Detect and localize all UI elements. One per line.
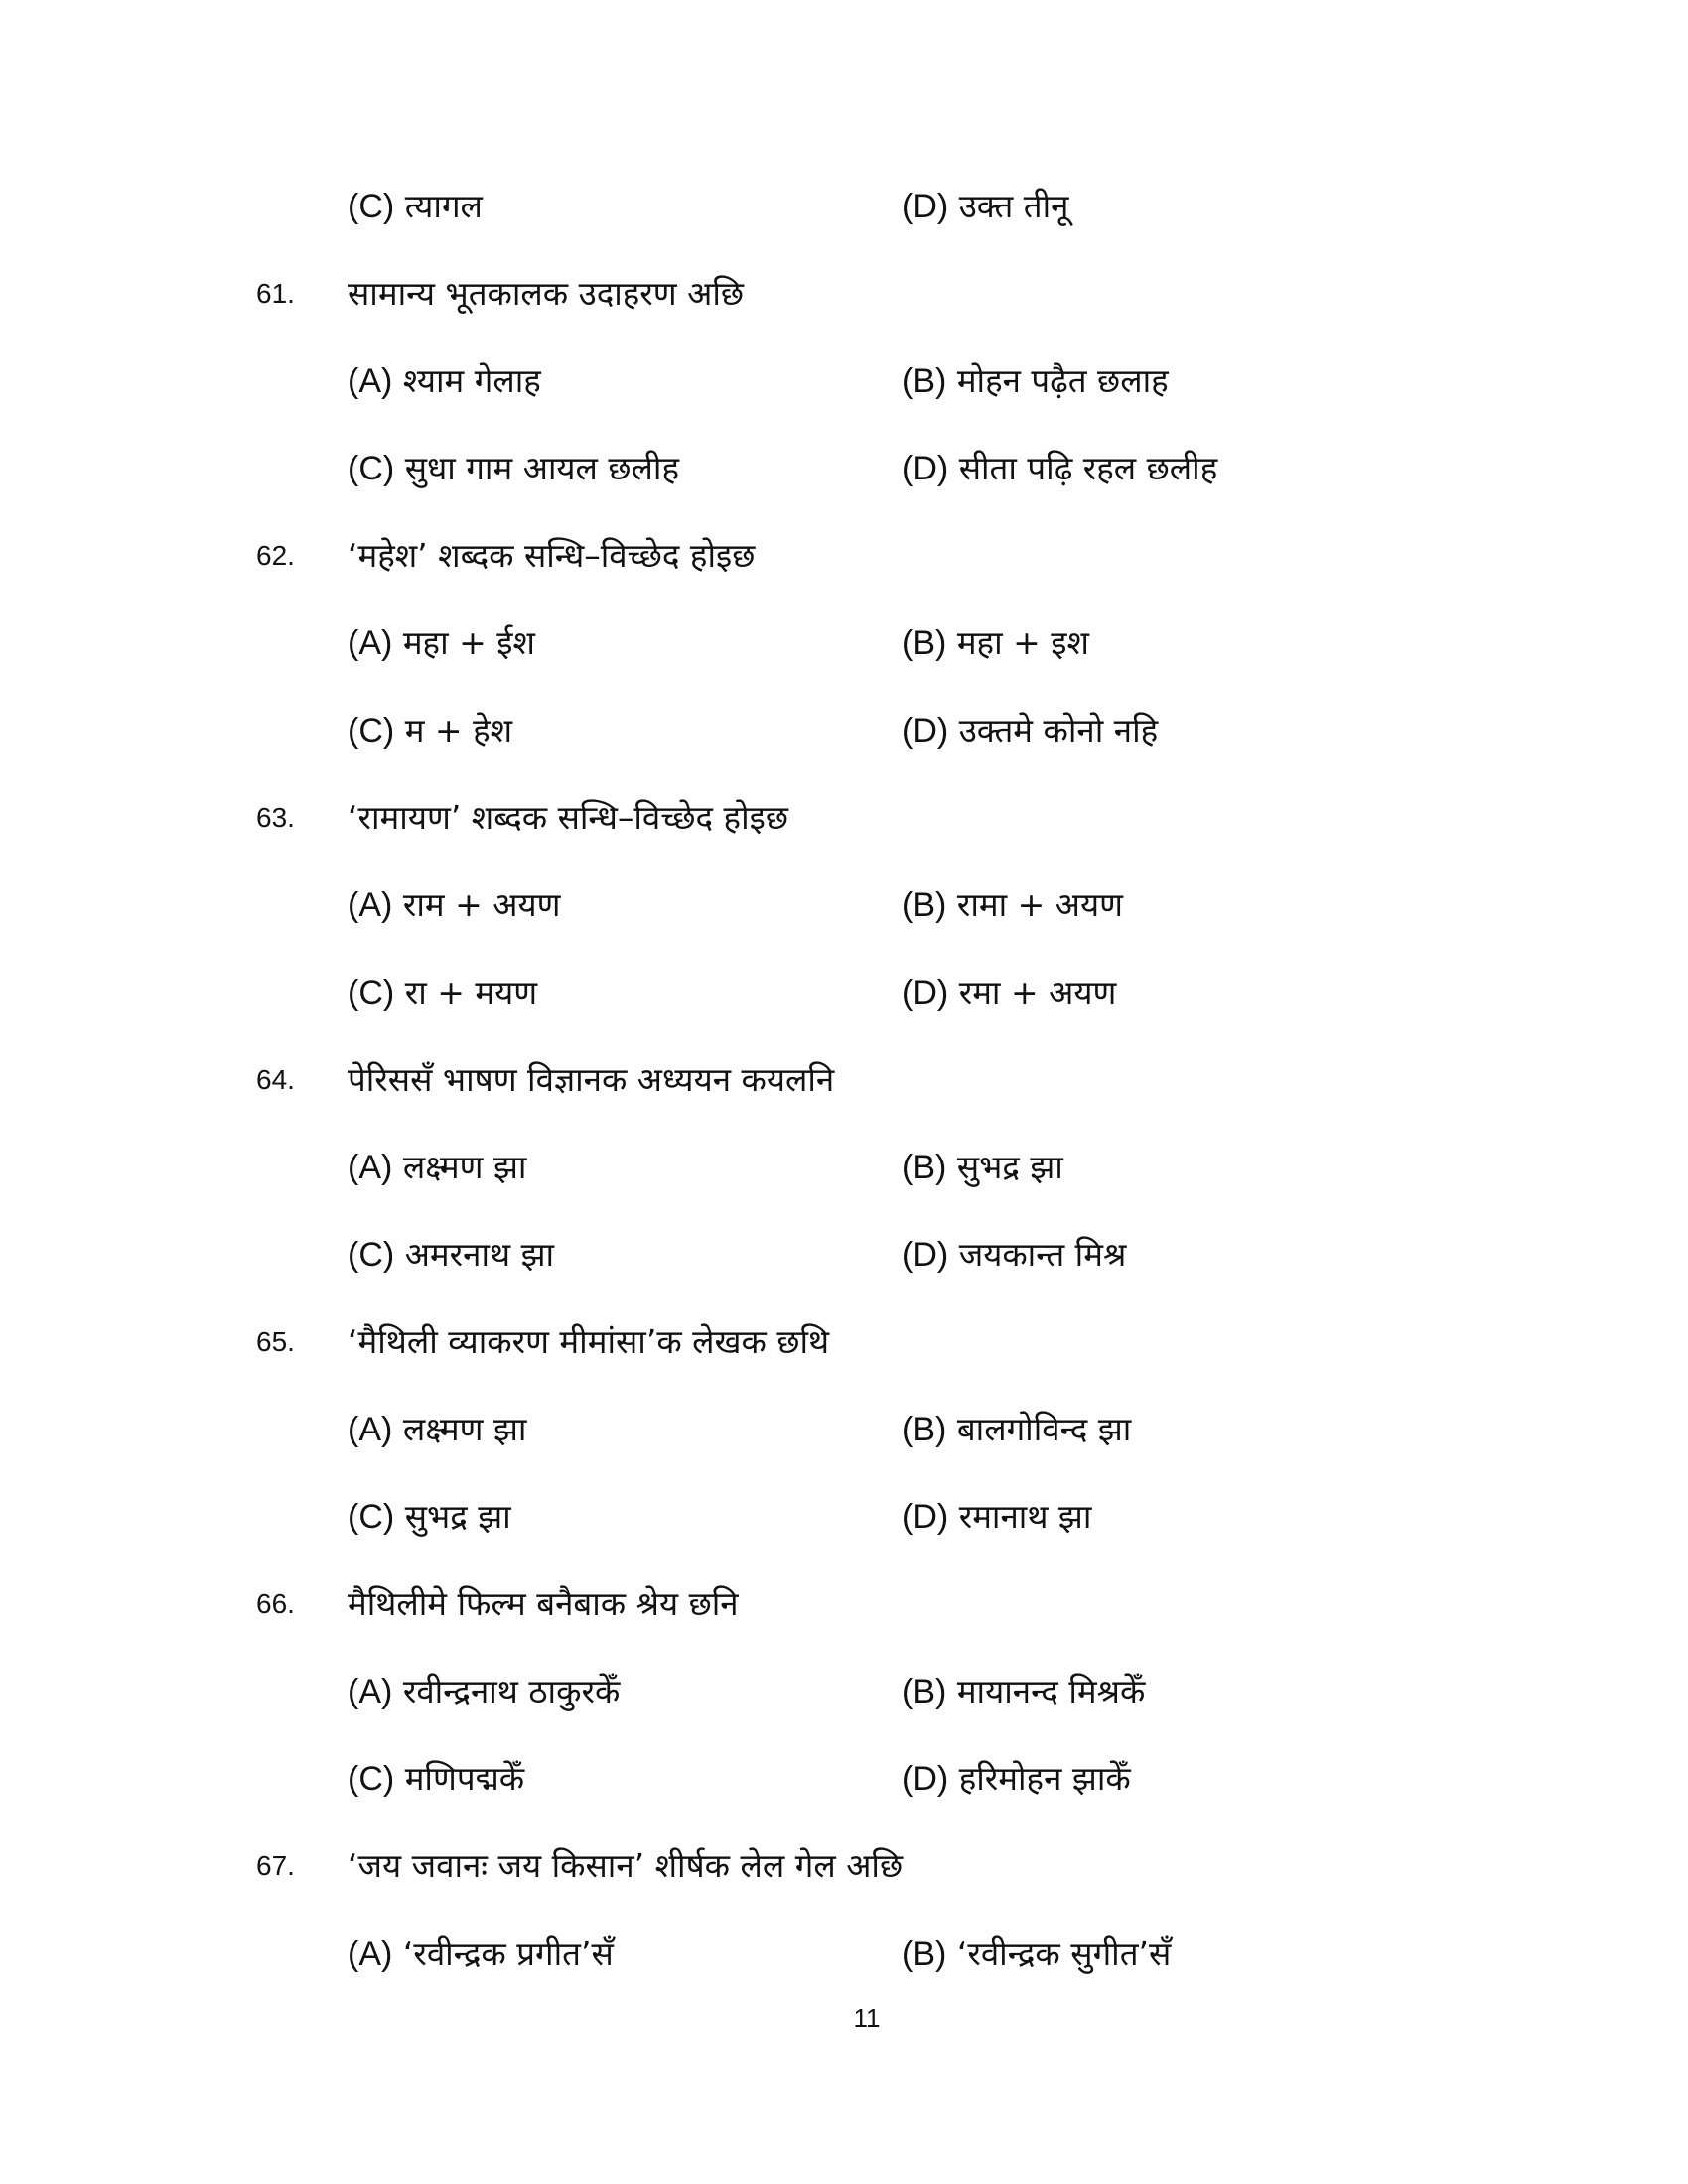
option-a: (A) रवीन्द्रनाथ ठाकुरकेँ [348,1672,621,1710]
option-c: (C) म + हेश [348,711,513,750]
question-61-options-row-2 [0,439,1688,498]
option-b: (B) महा + इश [902,623,1089,662]
question-64-options-row-1 [0,1138,1688,1197]
option-c: (C) सुभद्र झा [348,1497,511,1536]
option-c: (C) रा + मयण [348,973,538,1012]
question-66-options-row-2 [0,1749,1688,1809]
option-b: (B) मायानन्द मिश्रकेँ [902,1672,1146,1710]
question-number: 67. [256,1850,295,1881]
question-64 [0,1050,1688,1110]
option-a: (A) लक्ष्मण झा [348,1148,527,1186]
option-a: (A) ‘रवीन्द्रक प्रगीत’सँ [348,1934,614,1973]
question-63-options-row-1 [0,876,1688,935]
question-61-options-row-1 [0,351,1688,411]
question-text: सामान्य भूतकालक उदाहरण अछि [348,274,745,313]
prev-question-options-row [0,177,1688,236]
question-65 [0,1312,1688,1372]
question-number: 65. [256,1326,295,1357]
option-b: (B) मोहन पढ़ैत छलाह [902,361,1169,400]
question-number: 66. [256,1588,295,1619]
option-c: (C) त्यागल [348,187,483,225]
question-text: ‘मैथिली व्याकरण मीमांसा’क लेखक छथि [348,1322,830,1361]
option-d: (D) रमा + अयण [902,973,1117,1012]
question-64-options-row-2 [0,1225,1688,1285]
question-number: 63. [256,802,295,833]
question-number: 61. [256,278,295,309]
option-a: (A) श्याम गेलाह [348,361,541,400]
question-66-options-row-1 [0,1662,1688,1721]
page-number: 11 [853,2003,881,2033]
option-d: (D) उक्तमे कोनो नहि [902,711,1159,750]
question-62 [0,526,1688,586]
question-number: 62. [256,540,295,571]
question-number: 64. [256,1064,295,1095]
question-text: मैथिलीमे फिल्म बनैबाक श्रेय छनि [348,1584,739,1623]
option-b: (B) ‘रवीन्द्रक सुगीत’सँ [902,1934,1172,1973]
question-63 [0,788,1688,848]
option-d: (D) सीता पढ़ि रहल छलीह [902,449,1218,487]
option-b: (B) सुभद्र झा [902,1148,1063,1186]
option-a: (A) राम + अयण [348,886,561,924]
question-62-options-row-1 [0,614,1688,673]
question-62-options-row-2 [0,701,1688,760]
option-a: (A) लक्ष्मण झा [348,1410,527,1448]
option-b: (B) बालगोविन्द झा [902,1410,1132,1448]
question-text: ‘जय जवानः जय किसान’ शीर्षक लेल गेल अछि [348,1846,904,1885]
question-65-options-row-2 [0,1487,1688,1547]
option-d: (D) हरिमोहन झाकेँ [902,1759,1131,1798]
question-67 [0,1837,1688,1896]
question-66 [0,1574,1688,1634]
question-text: ‘महेश’ शब्दक सन्धि–विच्छेद होइछ [348,536,756,575]
question-text: पेरिससँ भाषण विज्ञानक अध्ययन कयलनि [348,1060,835,1099]
option-c: (C) सुधा गाम आयल छलीह [348,449,679,487]
option-d: (D) रमानाथ झा [902,1497,1092,1536]
question-text: ‘रामायण’ शब्दक सन्धि–विच्छेद होइछ [348,798,788,837]
question-63-options-row-2 [0,963,1688,1023]
question-67-options-row-1 [0,1924,1688,1983]
option-c: (C) मणिपद्मकेँ [348,1759,525,1798]
option-d: (D) जयकान्त मिश्र [902,1235,1127,1274]
question-61 [0,264,1688,324]
option-a: (A) महा + ईश [348,623,535,662]
option-b: (B) रामा + अयण [902,886,1123,924]
question-65-options-row-1 [0,1400,1688,1459]
option-d: (D) उक्त तीनू [902,187,1069,225]
option-c: (C) अमरनाथ झा [348,1235,555,1274]
